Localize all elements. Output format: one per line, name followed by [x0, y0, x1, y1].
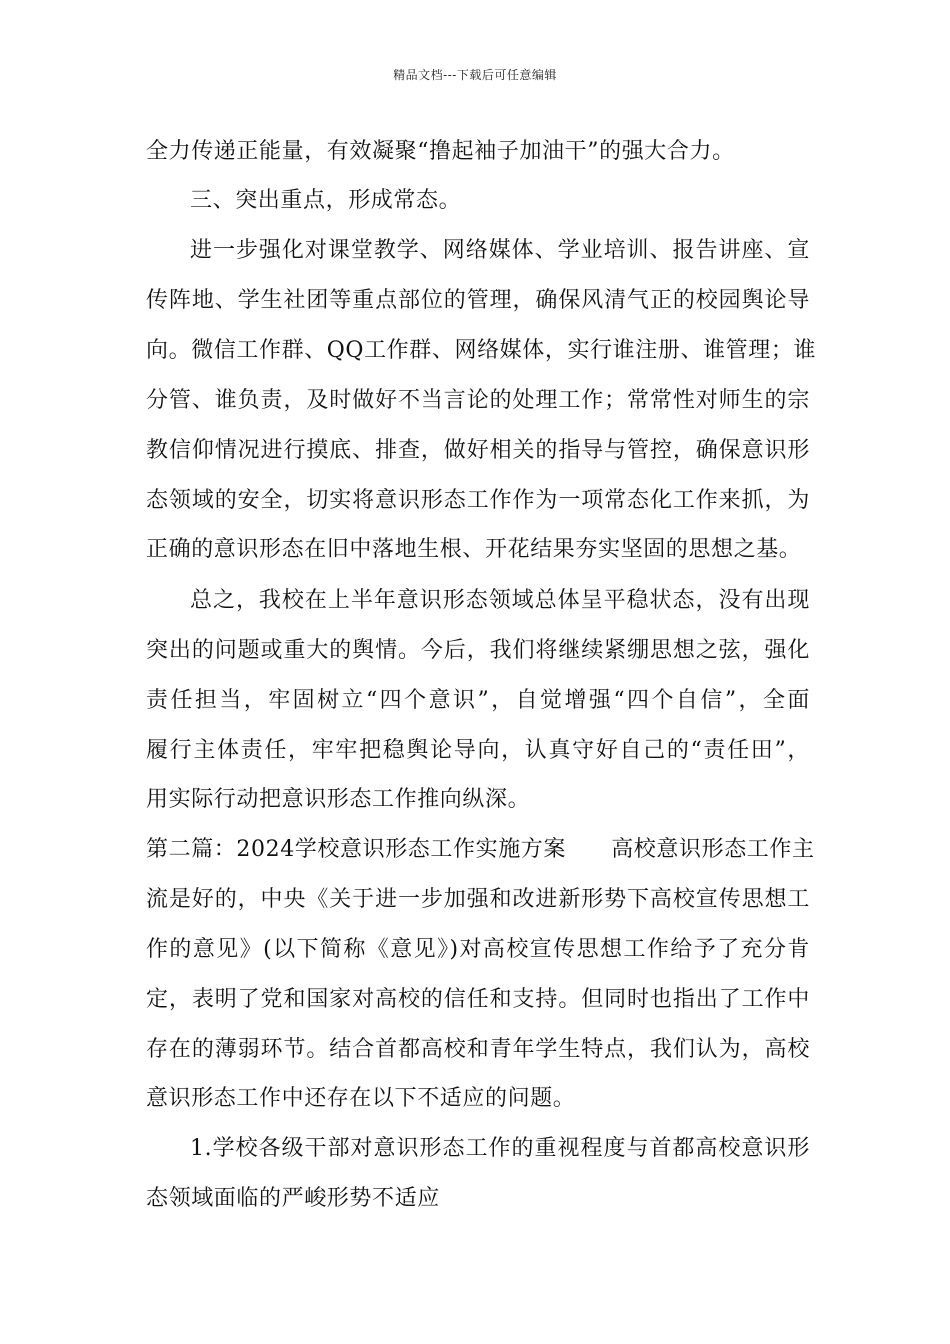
text-line: 态领域面临的严峻形势不适应 [146, 1186, 440, 1211]
text-line: 全力传递正能量，有效凝聚“撸起袖子加油干”的强大合力。 [146, 139, 735, 164]
text-line: 总之，我校在上半年意识形态领域总体呈平稳状态，没有出现 [190, 588, 810, 613]
text-line: 用实际行动把意识形态工作推向纵深。 [146, 787, 531, 812]
text-line: 教信仰情况进行摸底、排查，做好相关的指导与管控，确保意识形 [146, 438, 810, 463]
text-line: 作的意见》(以下简称《意见》)对高校宣传思想工作给予了充分肯 [146, 937, 810, 962]
text-line: 履行主体责任，牢牢把稳舆论导向，认真守好自己的“责任田”， [146, 738, 810, 763]
text-line: 分管、谁负责，及时做好不当言论的处理工作；常常性对师生的宗 [146, 388, 810, 413]
text-line: 正确的意识形态在旧中落地生根、开花结果夯实坚固的思想之基。 [146, 537, 802, 562]
section-title-line: 第二篇：2024学校意识形态工作实施方案 高校意识形态工作主 [146, 837, 815, 862]
text-line: 传阵地、学生社团等重点部位的管理，确保风清气正的校园舆论导 [146, 288, 810, 313]
text-line: 突出的问题或重大的舆情。今后，我们将继续紧绷思想之弦，强化 [146, 638, 810, 663]
page-header: 精品文档---下载后可任意编辑 [393, 68, 557, 82]
text-line: 定，表明了党和国家对高校的信任和支持。但同时也指出了工作中 [146, 987, 810, 1012]
text-line: 责任担当，牢固树立“四个意识”，自觉增强“四个自信”，全面 [146, 688, 810, 713]
text-line: 态领域的安全，切实将意识形态工作作为一项常态化工作来抓，为 [146, 488, 810, 513]
text-line: 存在的薄弱环节。结合首都高校和青年学生特点，我们认为，高校 [146, 1037, 810, 1062]
section-heading: 三、突出重点，形成常态。 [190, 188, 462, 213]
text-line: 进一步强化对课堂教学、网络媒体、学业培训、报告讲座、宣 [190, 238, 810, 263]
text-line: 意识形态工作中还存在以下不适应的问题。 [146, 1086, 576, 1111]
list-item-heading: 1.学校各级干部对意识形态工作的重视程度与首都高校意识形 [190, 1136, 810, 1161]
text-line: 流是好的，中央《关于进一步加强和改进新形势下高校宣传思想工 [146, 887, 810, 912]
text-line: 向。微信工作群、QQ工作群、网络媒体，实行谁注册、谁管理；谁 [146, 338, 817, 363]
